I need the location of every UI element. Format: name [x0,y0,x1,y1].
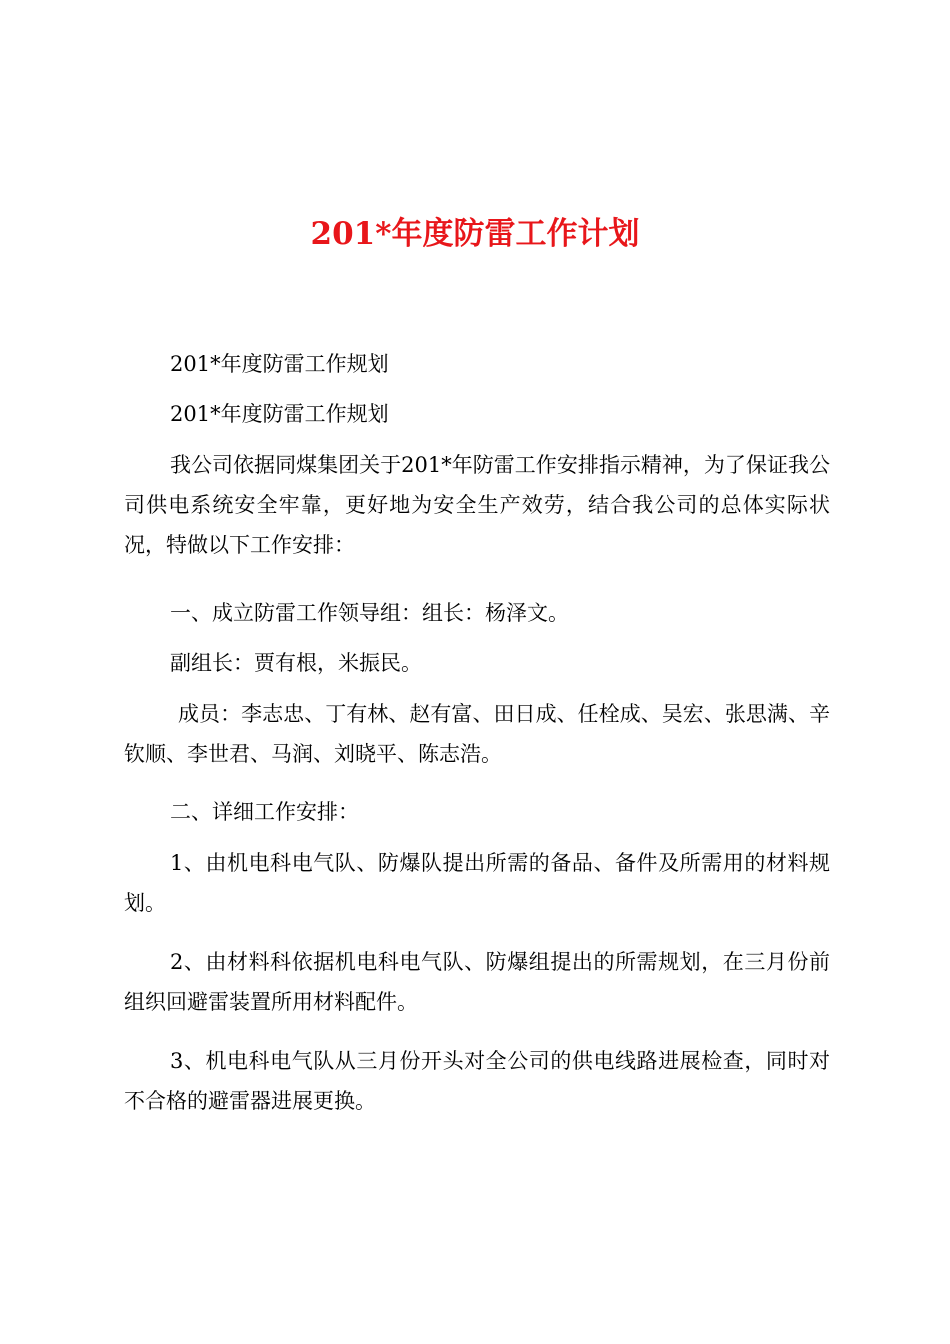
paragraph-item-2: 2、由材料科依据机电科电气队、防爆组提出的所需规划，在三月份前组织回避雷装置所用材料配件。 [124,950,830,1014]
paragraph-intro: 我公司依据同煤集团关于201*年防雷工作安排指示精神，为了保证我公司供电系统安全牢靠，更好地为安全生产效劳，结合我公司的总体实际状况，特做以下工作安排： [124,453,830,557]
paragraph-subtitle-1: 201*年度防雷工作规划 [170,352,389,376]
paragraph-leader-group: 一、成立防雷工作领导组：组长：杨泽文。 [170,601,569,625]
paragraph-subtitle-2: 201*年度防雷工作规划 [170,402,389,426]
paragraph-section-two: 二、详细工作安排： [170,800,359,824]
paragraph-item-1: 1、由机电科电气队、防爆队提出所需的备品、备件及所需用的材料规划。 [124,851,830,915]
paragraph-item-3: 3、机电科电气队从三月份开头对全公司的供电线路进展检查，同时对不合格的避雷器进展更换。 [124,1049,830,1113]
paragraph-deputy-leaders: 副组长：贾有根，米振民。 [170,651,422,675]
paragraph-members: 成员：李志忠、丁有林、赵有富、田日成、任栓成、吴宏、张思满、辛钦顺、李世君、马润、刘晓平、陈志浩。 [124,702,830,766]
document-title: 201*年度防雷工作计划 [310,216,640,252]
